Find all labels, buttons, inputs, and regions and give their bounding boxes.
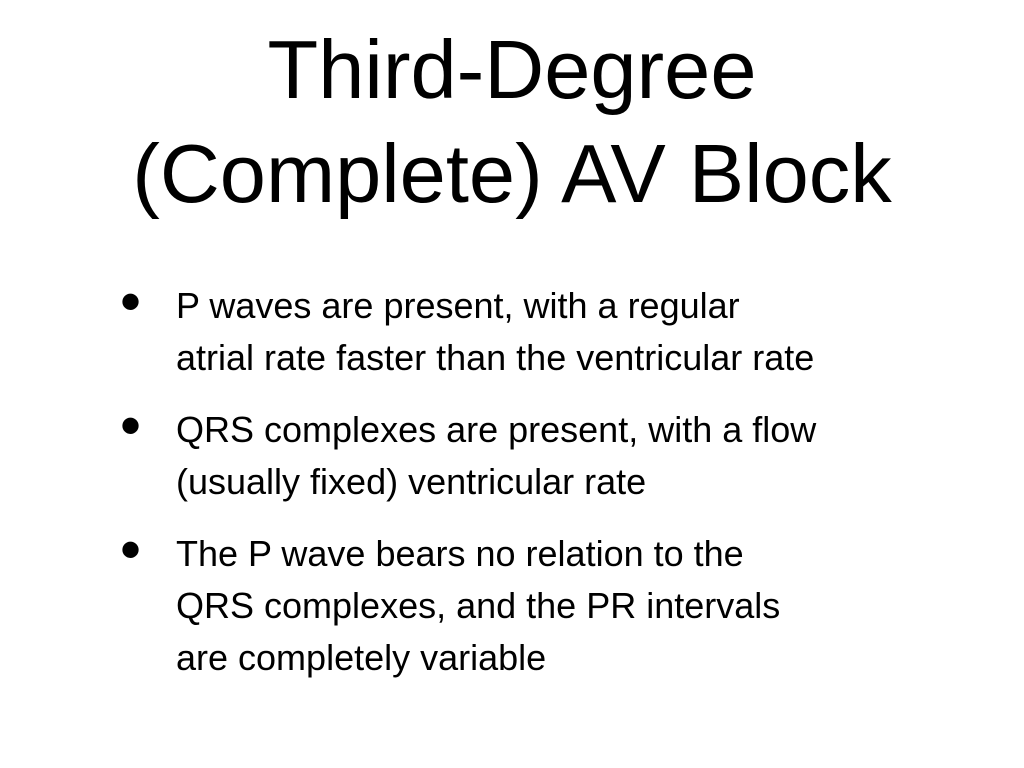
bullet-point-icon: • <box>120 268 142 335</box>
bullet-text-line: QRS complexes, and the PR intervals <box>176 585 781 626</box>
slide-title-line-1: Third-Degree <box>267 23 757 116</box>
bullet-text-line: (usually fixed) ventricular rate <box>176 461 647 502</box>
bullet-text-line: QRS complexes are present, with a flow <box>176 409 817 450</box>
bullet-item-p-wave-relation <box>120 516 980 684</box>
bullet-item-qrs-complexes <box>120 392 980 508</box>
bullet-list <box>120 268 980 704</box>
bullet-point-icon: • <box>120 392 142 459</box>
bullet-text-line: atrial rate faster than the ventricular rate <box>176 337 815 378</box>
bullet-item-p-waves <box>120 268 980 384</box>
slide-title <box>60 18 964 226</box>
bullet-text-line: The P wave bears no relation to the <box>176 533 744 574</box>
bullet-text-line: P waves are present, with a regular <box>176 285 740 326</box>
slide-title-line-2: (Complete) AV Block <box>132 127 892 220</box>
bullet-point-icon: • <box>120 516 142 583</box>
bullet-text-line: are completely variable <box>176 637 547 678</box>
